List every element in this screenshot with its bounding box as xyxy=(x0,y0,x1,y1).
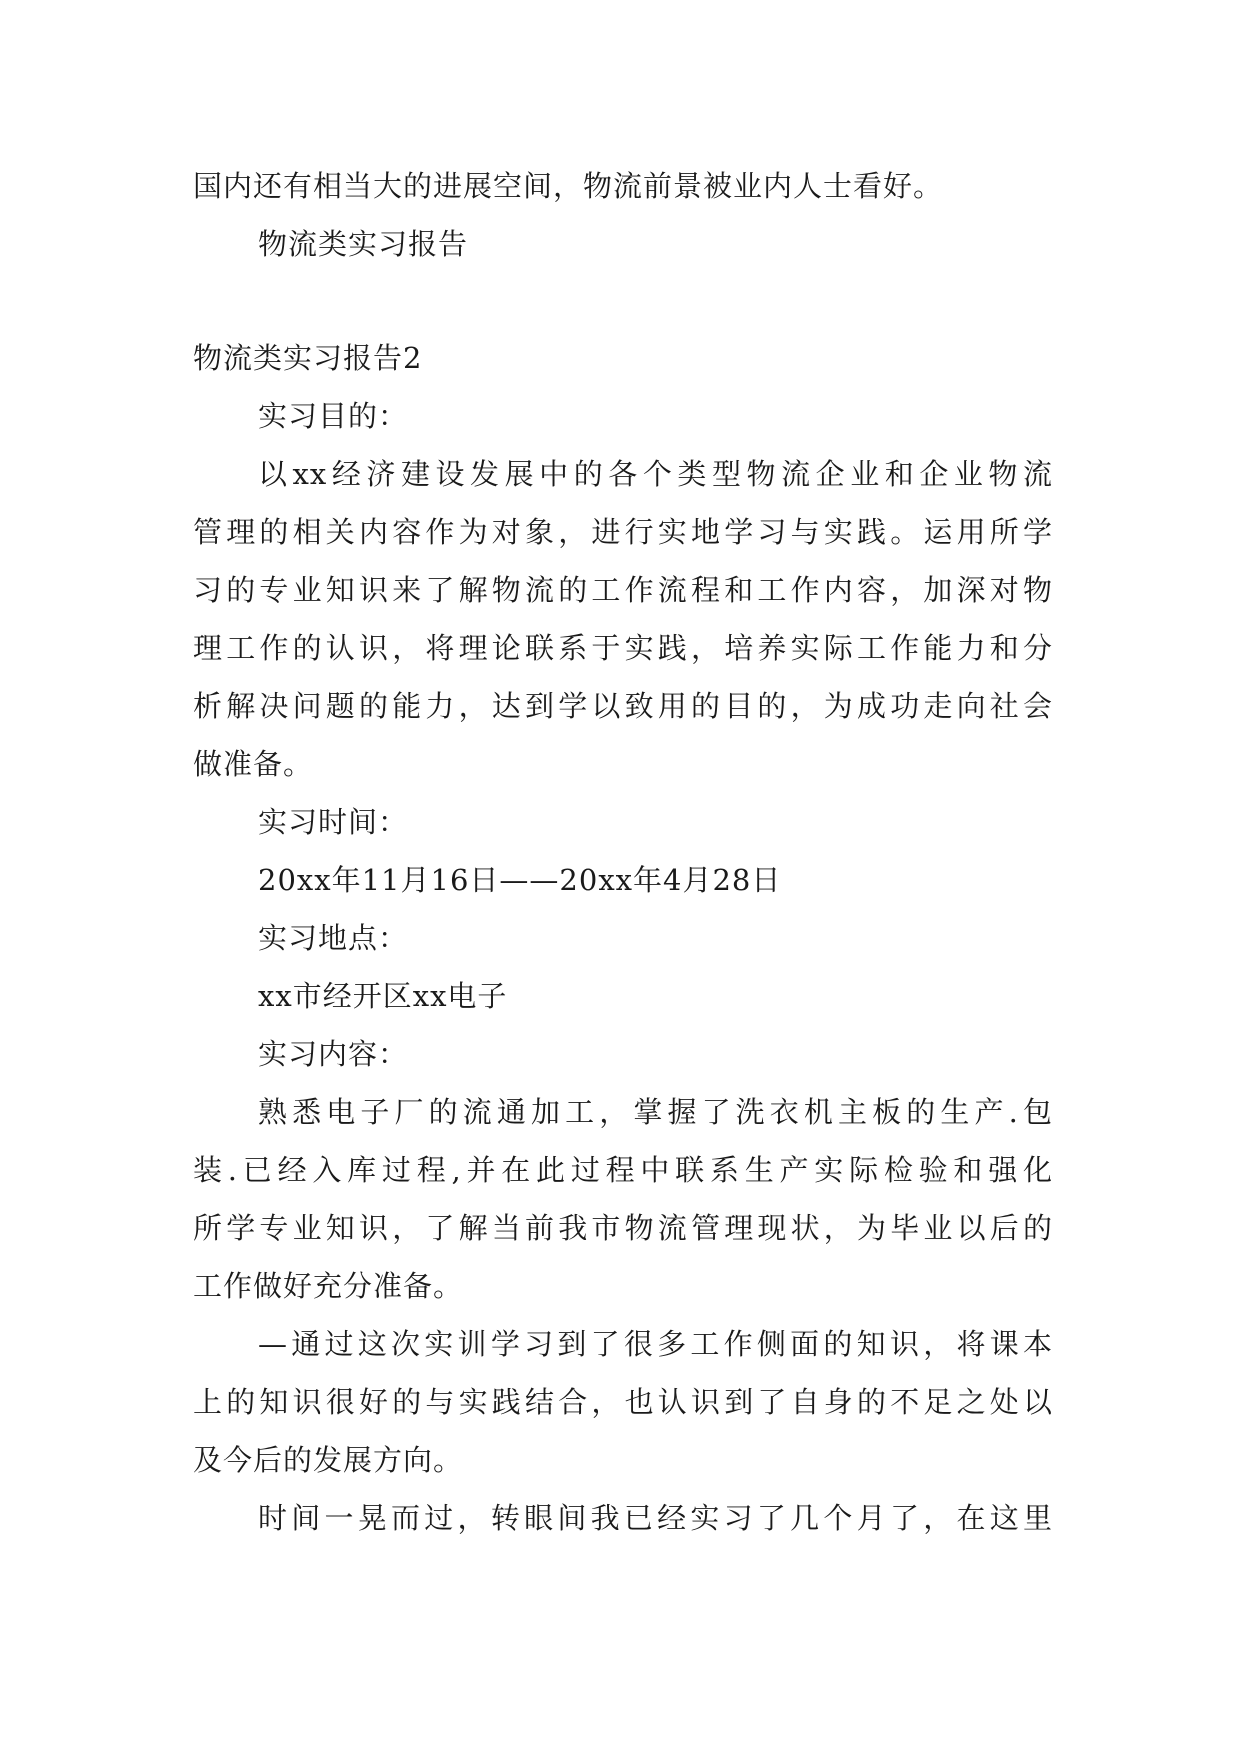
date-range: 20xx年11月16日——20xx年4月28日 xyxy=(258,863,782,897)
paragraph-line: 析解决问题的能力，达到学以致用的目的，为成功走向社会 xyxy=(193,689,1053,723)
location-text: xx市经开区xx电子 xyxy=(258,979,508,1013)
paragraph-line: 理工作的认识，将理论联系于实践，培养实际工作能力和分 xyxy=(193,631,1053,665)
paragraph-line: 熟悉电子厂的流通加工，掌握了洗衣机主板的生产.包 xyxy=(258,1095,1053,1129)
report-heading: 物流类实习报告2 xyxy=(193,341,423,375)
section-title: 物流类实习报告 xyxy=(258,227,469,261)
paragraph-line: 上的知识很好的与实践结合，也认识到了自身的不足之处以 xyxy=(193,1385,1053,1419)
paragraph-line: 所学专业知识，了解当前我市物流管理现状，为毕业以后的 xyxy=(193,1211,1053,1245)
paragraph-line: 时间一晃而过，转眼间我已经实习了几个月了，在这里 xyxy=(258,1501,1053,1535)
paragraph-line: 做准备。 xyxy=(193,747,314,781)
paragraph-line: 装.已经入库过程,并在此过程中联系生产实际检验和强化 xyxy=(193,1153,1053,1187)
section-label: 实习目的： xyxy=(258,399,409,433)
paragraph-line: —通过这次实训学习到了很多工作侧面的知识，将课本 xyxy=(258,1327,1053,1361)
paragraph-line: 以xx经济建设发展中的各个类型物流企业和企业物流 xyxy=(258,457,1053,491)
paragraph-line: 习的专业知识来了解物流的工作流程和工作内容，加深对物 xyxy=(193,573,1053,607)
body-line: 国内还有相当大的进展空间，物流前景被业内人士看好。 xyxy=(193,169,944,203)
section-label: 实习内容： xyxy=(258,1037,409,1071)
section-label: 实习地点： xyxy=(258,921,409,955)
section-label: 实习时间： xyxy=(258,805,409,839)
paragraph-line: 工作做好充分准备。 xyxy=(193,1269,464,1303)
paragraph-line: 管理的相关内容作为对象，进行实地学习与实践。运用所学 xyxy=(193,515,1053,549)
paragraph-line: 及今后的发展方向。 xyxy=(193,1443,464,1477)
